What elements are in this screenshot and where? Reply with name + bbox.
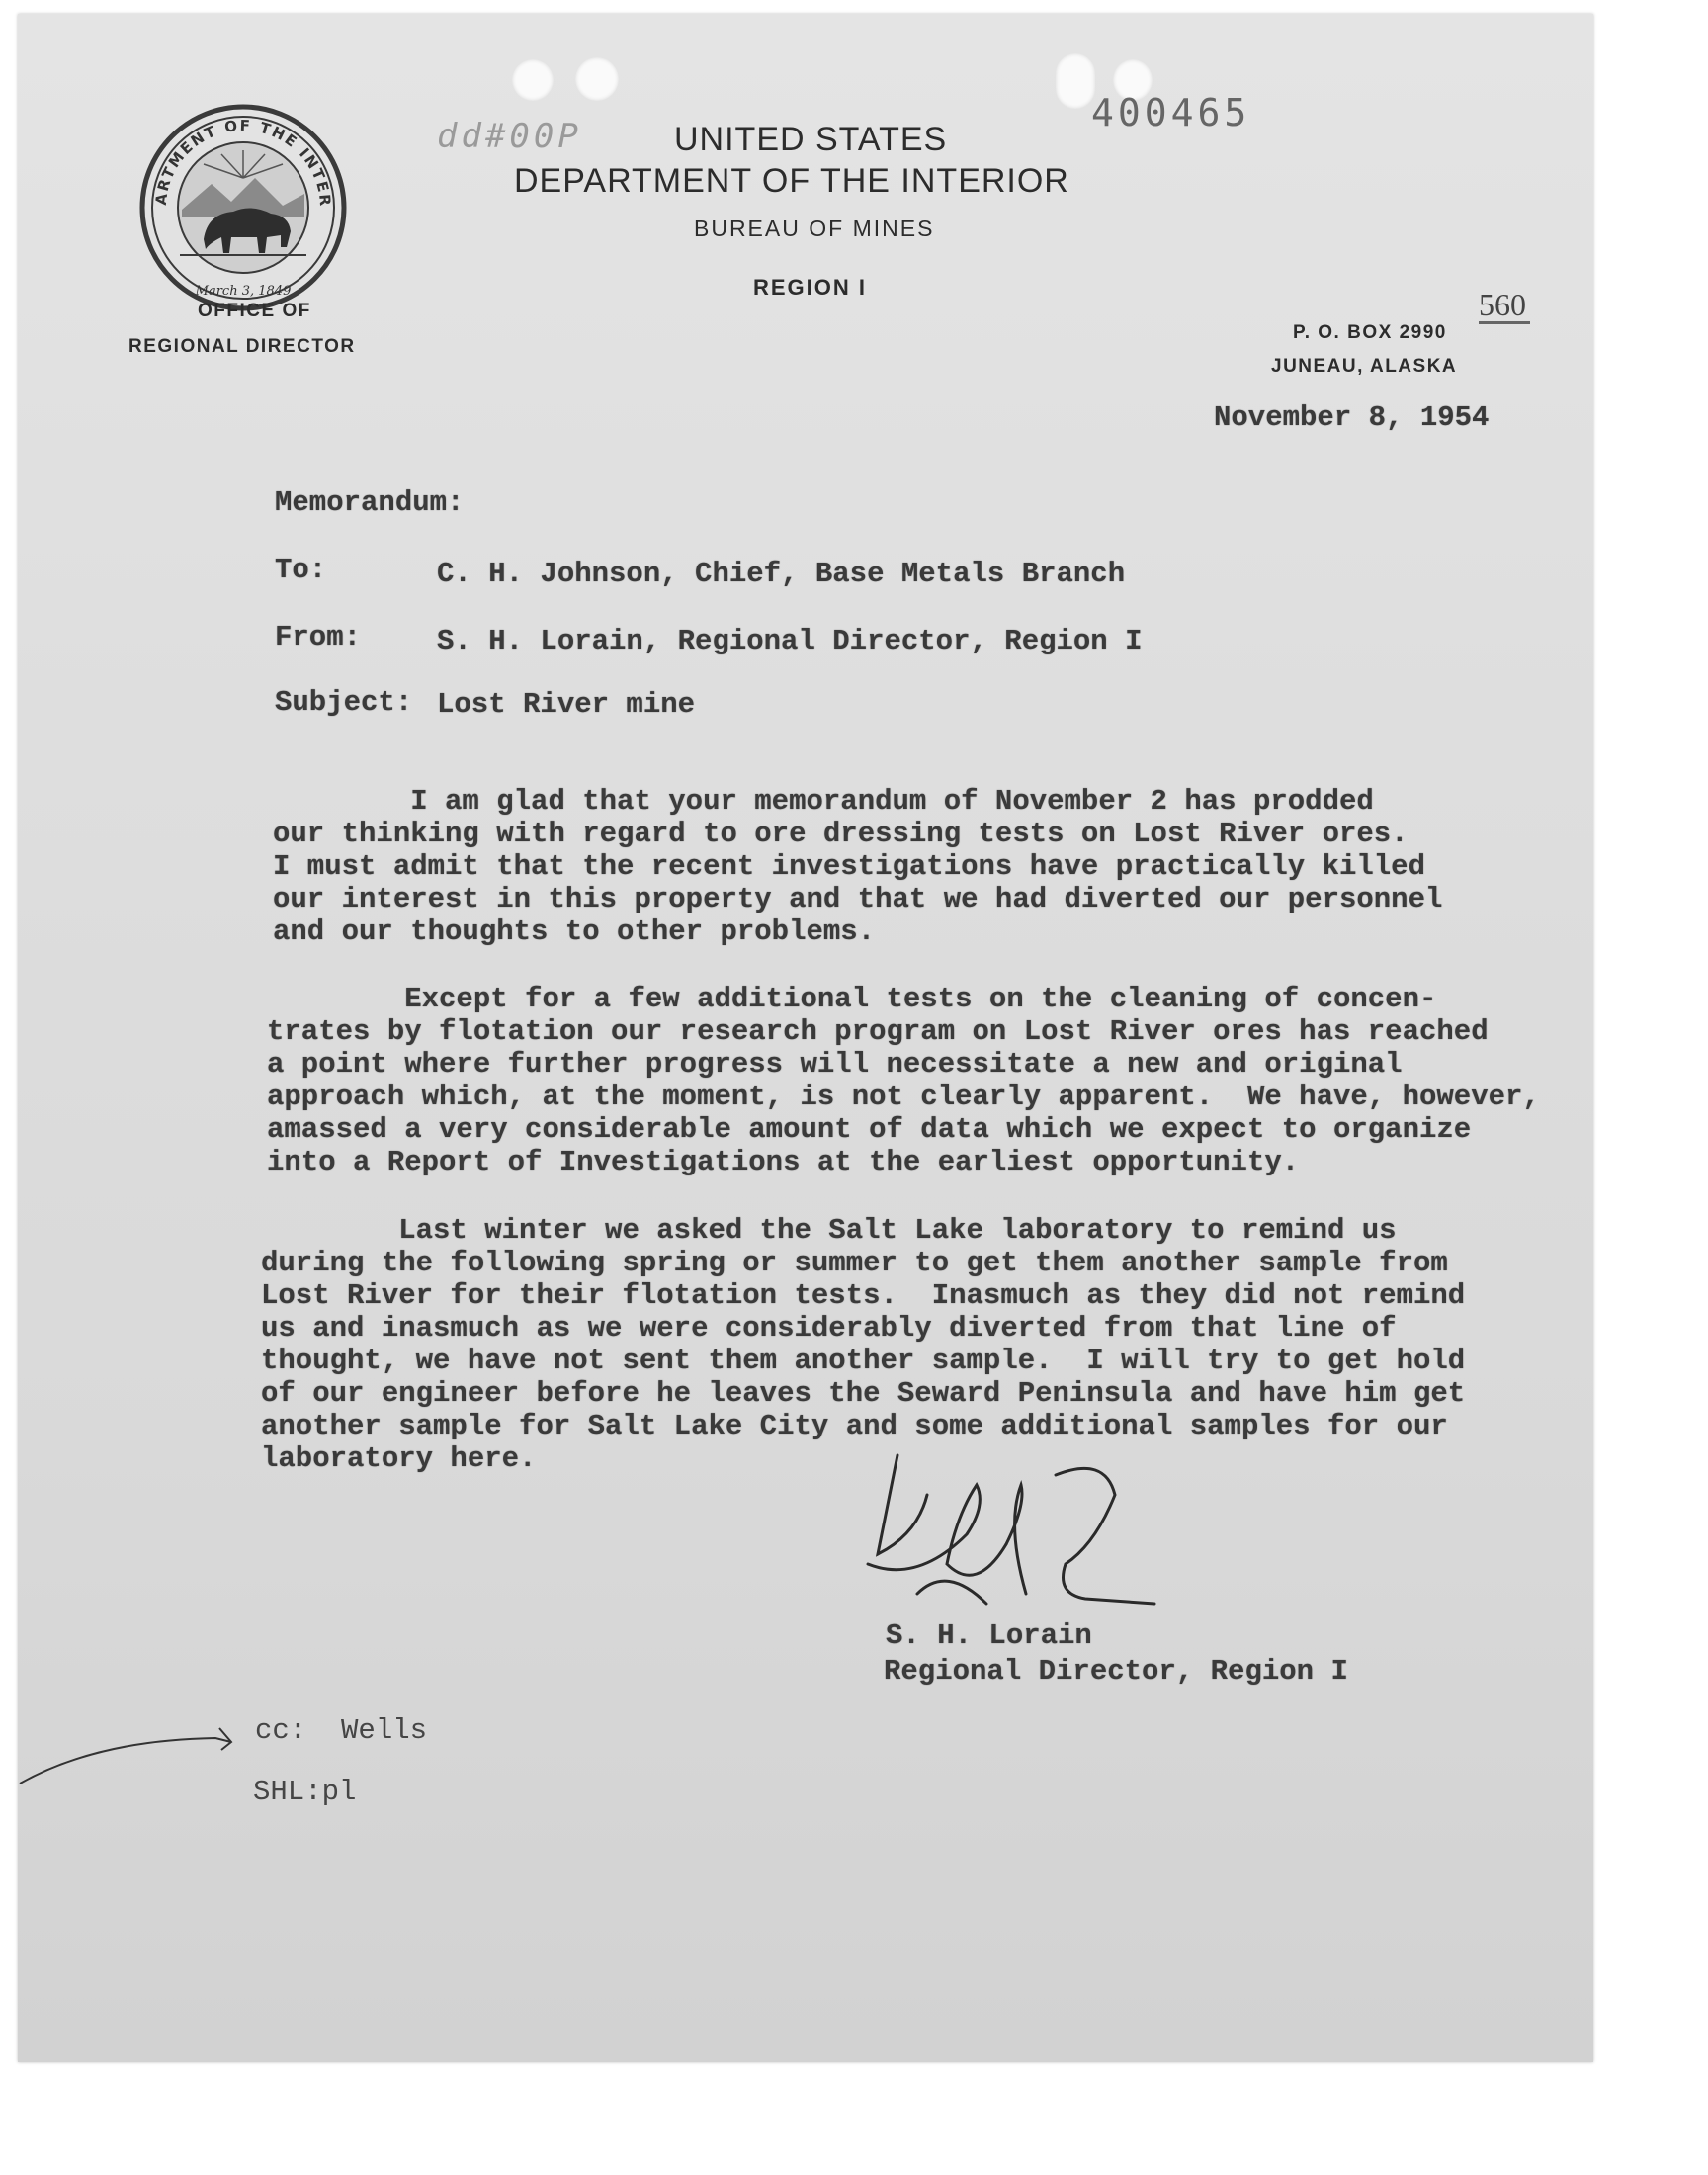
cc-line: cc: Wells: [255, 1714, 428, 1747]
department-seal-icon: [134, 99, 352, 316]
page-number-stamp: [1479, 287, 1530, 324]
from-label: From:: [275, 621, 362, 653]
signature-name: S. H. Lorain: [886, 1619, 1092, 1652]
memo-date: November 8, 1954: [1214, 401, 1490, 434]
memo-heading: Memorandum:: [275, 486, 465, 519]
punch-hole-left-a: [512, 59, 554, 101]
punch-hole-left-b: [575, 57, 619, 101]
signature-title: Regional Director, Region I: [884, 1655, 1348, 1688]
faint-stamp-number: dd#00P: [437, 117, 582, 156]
subject-label: Subject:: [275, 686, 413, 719]
from-value: S. H. Lorain, Regional Director, Region I: [437, 625, 1143, 657]
letterhead-united-states: UNITED STATES: [674, 121, 948, 158]
typist-initials: SHL:pl: [253, 1776, 357, 1808]
document-page: [18, 14, 1593, 2062]
body-paragraph-2: Except for a few additional tests on the cleaning of concen- trates by flotation our research program on Lost River ores has reached a point where further progress will necessitate a new and original approach which, at the moment, is not clearly apparent. We have, however, amassed a very considerable amount of data which we expect to organize into a Report of Investigations at the earliest opportunity.: [267, 983, 1540, 1178]
seal-date: March 3, 1849: [195, 284, 292, 299]
letterhead-region: REGION I: [753, 275, 868, 300]
pen-stroke-mark: [18, 1710, 255, 1794]
handwritten-signature: [858, 1445, 1174, 1633]
office-of-label: OFFICE OF: [198, 301, 311, 321]
juneau-address: JUNEAU, ALASKA: [1271, 356, 1458, 377]
punch-hole-right-a: [1056, 53, 1095, 109]
to-label: To:: [275, 554, 327, 586]
body-paragraph-3: Last winter we asked the Salt Lake laboratory to remind us during the following spring or summer to get them another sample from Lost River for their flotation tests. Inasmuch as they did not remind us and inasmuch as we were considerably diverted from that line of thought, we have not sent them another sample. I will try to get hold of our engineer before he leaves the Seward Peninsula and have him get another sample for Salt Lake City and some additional samples for our laboratory here.: [261, 1214, 1466, 1475]
po-box-address: P. O. BOX 2990: [1293, 322, 1447, 343]
subject-value: Lost River mine: [437, 688, 696, 721]
document-number-stamp: 400465: [1091, 91, 1251, 134]
page-number-text: 560: [1479, 287, 1526, 322]
regional-director-label: REGIONAL DIRECTOR: [128, 336, 356, 357]
seal-text: ARTMENT OF THE INTER: [151, 116, 335, 209]
letterhead-bureau: BUREAU OF MINES: [694, 216, 935, 241]
letterhead-department: DEPARTMENT OF THE INTERIOR: [514, 162, 1069, 200]
to-value: C. H. Johnson, Chief, Base Metals Branch: [437, 558, 1126, 590]
body-paragraph-1: I am glad that your memorandum of November 2 has prodded our thinking with regard to ore dressing tests on Lost River ores. I must admit that the recent investigations have practically killed our interest in this property and that we had diverted our personnel and our thoughts to other problems.: [273, 785, 1443, 948]
